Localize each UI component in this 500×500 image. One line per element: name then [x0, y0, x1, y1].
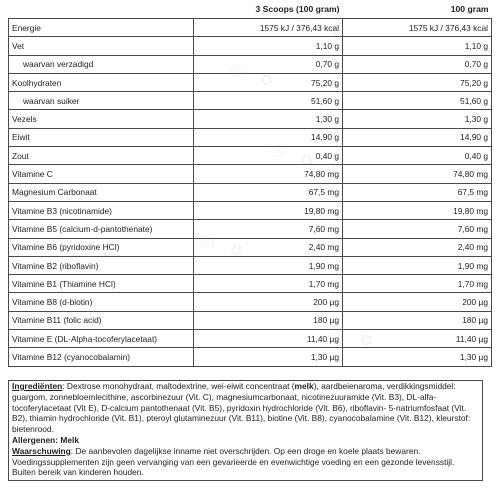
nutrient-name: Koolhydraten	[9, 73, 194, 91]
value-3-scoops: 75,20 g	[194, 73, 343, 91]
nutrient-name: Zout	[9, 147, 194, 165]
value-3-scoops: 74,80 mg	[194, 165, 343, 183]
nutrient-name: Vitamine B5 (calcium-d-pantothenate)	[9, 220, 194, 238]
value-100-gram: 74,80 mg	[343, 165, 492, 183]
table-row	[9, 147, 492, 165]
nutrient-name: Energie	[9, 19, 194, 37]
table-row	[9, 275, 492, 293]
value-100-gram: 67,5 mg	[343, 183, 492, 201]
nutrient-name: Vitamine B11 (folic acid)	[9, 311, 194, 329]
nutrient-name: Vet	[9, 37, 194, 55]
value-100-gram: 180 µg	[343, 311, 492, 329]
nutrient-name: Vitamine C	[9, 165, 194, 183]
value-100-gram: 200 µg	[343, 293, 492, 311]
column-header-100-gram: 100 gram	[450, 4, 489, 14]
value-100-gram: 51,60 g	[343, 92, 492, 110]
table-row	[9, 256, 492, 274]
value-3-scoops: 1,90 mg	[194, 256, 343, 274]
value-3-scoops: 1,30 g	[194, 110, 343, 128]
value-3-scoops: 14,90 g	[194, 128, 343, 146]
nutrient-name: waarvan suiker	[9, 92, 194, 110]
value-3-scoops: 19,80 mg	[194, 201, 343, 219]
value-3-scoops: 0,70 g	[194, 55, 343, 73]
column-header-3-scoops: 3 Scoops (100 gram)	[255, 4, 340, 14]
table-row	[9, 220, 492, 238]
value-100-gram: 0,70 g	[343, 55, 492, 73]
table-row	[9, 311, 492, 329]
value-100-gram: 1,30 µg	[343, 348, 492, 366]
nutrient-name: Vitamine B12 (cyanocobalamin)	[9, 348, 194, 366]
ingredients-label: Ingrediënten	[12, 381, 63, 391]
table-row	[9, 165, 492, 183]
value-100-gram: 14,90 g	[343, 128, 492, 146]
value-3-scoops: 1,10 g	[194, 37, 343, 55]
warning-text	[12, 446, 479, 478]
nutrient-name: Vitamine B1 (Thiamine HCl)	[9, 275, 194, 293]
table-row	[9, 128, 492, 146]
warning-label: Waarschuwing	[12, 445, 71, 456]
nutrient-name: Vitamine B6 (pyridoxine HCl)	[9, 238, 194, 256]
table-header-row	[9, 0, 492, 19]
value-3-scoops: 1,70 mg	[194, 275, 343, 293]
value-3-scoops: 1,30 µg	[194, 348, 343, 366]
ingredients-part-2: ), aardbeienaroma, verdikkingsmiddel: guargom, zonnebloemlecithine, ascorbinezuur (Vit. C), magnesiumcarbonaat, nicotinezuuramide (Vit. B3), DL-alfa-tocoferylacetaat (Vit E), D-calcium pantothenaat (Vit. B5), pyridoxin hydrochloride (Vit. B6), riboflavin- 5-natriumfosfaat (Vit. B2), thiamin hydrochloride (Vit. B1), pteroyl glutaminezuur (Vit. B11), biotine (Vit. B8), cyanocobalamine (Vit. B12), kleurstof: bietenrood.	[12, 381, 471, 435]
value-3-scoops: 51,60 g	[194, 92, 343, 110]
table-row	[9, 37, 492, 55]
ingredients-section	[8, 380, 483, 481]
table-row	[9, 73, 492, 91]
table-row	[9, 110, 492, 128]
nutrient-name: waarvan verzadigd	[9, 55, 194, 73]
nutrient-name: Vitamine B2 (riboflavin)	[9, 256, 194, 274]
allergens-text: Allergenen: Melk	[12, 434, 80, 445]
value-100-gram: 0,40 g	[343, 147, 492, 165]
ingredients-text	[12, 381, 479, 435]
value-100-gram: 1,70 mg	[343, 275, 492, 293]
table-row	[9, 348, 492, 366]
warning-body: : De aanbevolen dagelijkse inname niet overschrijden. Op een droge en koele plaats bewaren. Voedingssupplementen zijn geen vervanging van een gevarieerde en evenwichtige voeding en een gezonde levensstijl. Buiten bereik van kinderen houden.	[12, 445, 455, 478]
value-100-gram: 75,20 g	[343, 73, 492, 91]
nutrition-table	[8, 0, 492, 367]
nutrient-name: Vitamine E (DL-Alpha-tocoferylacetaat)	[9, 330, 194, 348]
table-row	[9, 330, 492, 348]
value-3-scoops: 1575 kJ / 376,43 kcal	[194, 19, 343, 37]
table-row	[9, 183, 492, 201]
value-100-gram: 19,80 mg	[343, 201, 492, 219]
nutrient-name: Vitamine B3 (nicotinamide)	[9, 201, 194, 219]
table-row	[9, 201, 492, 219]
nutrient-name: Vezels	[9, 110, 194, 128]
value-3-scoops: 0,40 g	[194, 147, 343, 165]
ingredients-allergen-word: melk	[294, 381, 314, 391]
value-100-gram: 1,10 g	[343, 37, 492, 55]
value-100-gram: 11,40 µg	[343, 330, 492, 348]
value-100-gram: 1,90 mg	[343, 256, 492, 274]
ingredients-part-1: : Dextrose monohydraat, maltodextrine, wei-eiwit concentraat (	[62, 381, 295, 391]
value-3-scoops: 7,60 mg	[194, 220, 343, 238]
table-row	[9, 238, 492, 256]
table-row	[9, 293, 492, 311]
value-100-gram: 2,40 mg	[343, 238, 492, 256]
table-row	[9, 19, 492, 37]
value-3-scoops: 11,40 µg	[194, 330, 343, 348]
nutrient-name: Eiwit	[9, 128, 194, 146]
table-row	[9, 92, 492, 110]
table-row	[9, 55, 492, 73]
value-3-scoops: 2,40 mg	[194, 238, 343, 256]
nutrient-name: Vitamine B8 (d-biotin)	[9, 293, 194, 311]
column-header-name	[9, 0, 194, 19]
value-3-scoops: 67,5 mg	[194, 183, 343, 201]
value-3-scoops: 200 µg	[194, 293, 343, 311]
value-100-gram: 1,30 g	[343, 110, 492, 128]
nutrient-name: Magnesium Carbonaat	[9, 183, 194, 201]
value-3-scoops: 180 µg	[194, 311, 343, 329]
value-100-gram: 1575 kJ / 376,43 kcal	[343, 19, 492, 37]
value-100-gram: 7,60 mg	[343, 220, 492, 238]
